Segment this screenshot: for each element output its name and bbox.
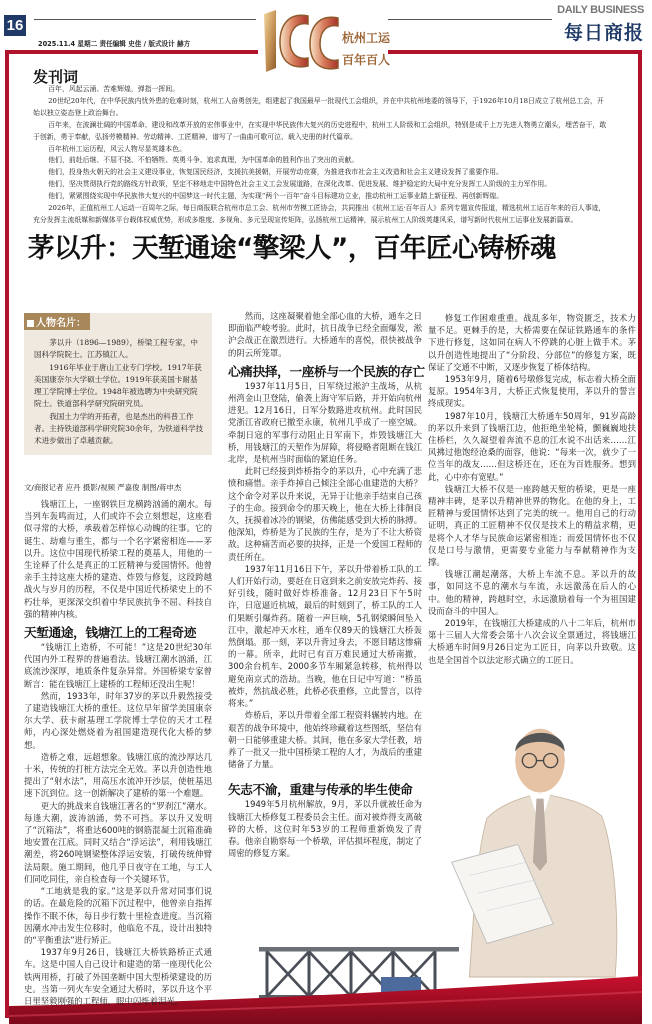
foreword-paragraph: 他们，投身热火朝天的社会主义建设事业，恢复国民经济，支援抗美援朝，开展劳动竞赛，为推进我市社会主义改造和社会主义建设发挥了重要作用。 [48, 168, 503, 177]
dateline: 2025.11.4 星期二 责任编辑 史佳 / 版式设计 赫方 [38, 40, 191, 48]
article-paragraph: 1937年11月16日下午，茅以升带着桥工队的工人们开始行动，要赶在日寇到来之前安放完炸药、接好引线，随时做好炸桥准备。12月23日下午5时许，日寇逼近杭城，最后的时刻到了，桥工队的工人们果断引爆炸药。随着一声巨响，5孔钢梁瞬间坠入江中，激起冲天水柱，通车仅89天的钱塘江大桥轰然倒塌。那一刻，茅以升背过身去，不愿目睹这惨痛的一幕。所幸，此时已有百万难民通过大桥南撤，300余台机车、2000多节车厢紧急转移，杭州得以避免南京式的浩劫。当晚，他在日记中写道：“桥虽被炸，然抗战必胜，此桥必获重修，立此誓言，以待将来。” [228, 563, 422, 709]
article-paragraph: 然而，这座凝聚着他全部心血的大桥，通车之日即面临严峻考验。此时，抗日战争已经全面爆发，淞沪会战正在激烈进行。大桥通车的喜悦，很快被战争的阴云所笼罩。 [228, 311, 422, 358]
page-number: 16 [4, 15, 26, 36]
foreword-title: 发刊词 [33, 68, 79, 86]
profile-card-label-text: 人物名片： [36, 318, 86, 329]
article-paragraph: 1937年9月26日，钱塘江大桥铁路桥正式通车。这是中国人自己设计和建造的第一座现代化公铁两用桥，打破了外国垄断中国大型桥梁建设的历史。当第一列火车安全通过大桥时，茅以升这个平日里坚毅刚强的工程师，眼中闪烁着泪光。 [24, 947, 212, 1006]
profile-card [24, 313, 212, 455]
article-column-3 [428, 312, 636, 666]
foreword-paragraph: 20世纪20年代，在中华民族内忧外患的危难时刻，杭州工人奋勇创先，组建起了我国最早一批现代工会组织，并在中共杭州地委的领导下，于1926年10月18日成立了杭州总工会，开始以独立姿态登上政治舞台。 [33, 96, 604, 117]
series-logo [258, 2, 391, 76]
article-paragraph: “钱塘江上造桥，不可能！”这是20世纪30年代国内外工程界的普遍看法。钱塘江潮水汹涌，江底流沙深厚，地质条件复杂异常。外国桥梁专家曾断言：能在钱塘江上建桥的工程师还没出生呢！ [24, 642, 212, 689]
byline: 文/商报记者 应丹 摄影/视频 严嘉俊 制图/蒋申杰 [24, 483, 182, 492]
headline: 茅以升：天堑通途“擎梁人”，百年匠心铸桥魂 [28, 233, 556, 264]
article-paragraph: “工地就是我的家。”这是茅以升常对同事们说的话。在最危险的沉箱下沉过程中，他曾亲自指挥操作不眠不休，每日步行数十里检查进度。当沉箱因潮水冲击发生位移时，他临危不乱，设计出独特的“平衡重法”进行矫正。 [24, 886, 212, 945]
section-heading: 矢志不渝，重建与传承的毕生使命 [228, 782, 413, 798]
article-paragraph: 炸桥后，茅以升带着全部工程资料辗转内地。在艰苦的战争环境中，他始终珍藏着这些图纸，坚信有朝一日能够重建大桥。其间，他在多家大学任教，培养了一批又一批中国桥梁工程的人才，为战后的重建储备了力量。 [228, 710, 422, 770]
foreword-paragraph: 百年杭州工运历程，风云人物尽显英雄本色。 [48, 144, 186, 153]
article-paragraph: 2019年，在钱塘江大桥建成的八十二年后，杭州市第十三届人大常委会第十八次会议全票通过，将钱塘江大桥通车时间9月26日定为工匠日，向茅以升致敬。这也是全国首个以法定形式确立的工匠日。 [428, 618, 636, 665]
foreword-paragraph: 2026年，正值杭州工人运动一百周年之际，每日商报联合杭州市总工会、杭州市劳模工匠协会，共同推出《杭州工运·百年百人》系列专题宣传报道，精选杭州工运百年来的百人事迹，充分发挥主流纸媒和新媒体平台载体权威优势，形成多维度、多视角、多元呈现宣传矩阵，弘扬杭州工运精神，展示杭州工人阶级英雄风采，谱写新时代杭州工运事业发展新篇章。 [33, 204, 606, 224]
article-paragraph: 此时已经接到炸桥指令的茅以升，心中充满了悲愤和痛惜。亲手炸掉自己倾注全部心血建造的大桥？这个命令对茅以升来说，无异于让他亲手结束自己孩子的生命。接到命令的那天晚上，他在大桥上徘徊良久，抚摸着冰冷的钢梁，仿佛能感受到大桥的脉搏。他深知，炸桥是为了民族的生存，是为了不让大桥资敌。这种痛苦而必要的抉择，正是一个爱国工程师的责任所在。 [228, 466, 422, 562]
foreword-paragraph: 百年，风起云涌、苦难辉煌，弹指一挥间。 [48, 85, 180, 93]
foreword-body [33, 84, 608, 227]
paper-name-en: DAILY BUSINESS [557, 4, 644, 16]
logo-line1: 杭州工运 [342, 31, 391, 45]
article-paragraph: 钱塘江潮起潮落，大桥上车流不息。茅以升的故事，如同这不息的潮水与车流，永远激荡在后人的心中。他的精神，跨越时空，永远激励着每一个为祖国建设而奋斗的中国人。 [428, 569, 636, 616]
article-paragraph: 1949年5月杭州解放，9月，茅以升就被任命为钱塘江大桥修复工程委员会主任。面对被炸得支离破碎的大桥，这位时年53岁的工程师重新焕发了青春。他亲自勘察每一个桥墩，评估损坏程度，制定了周密的修复方案。 [228, 799, 422, 859]
article-paragraph: 钱塘江上，一座钢铁巨龙横跨汹涌的潮水。每当列车轰鸣而过，人们或许不会立刻想起，这座看似寻常的大桥，承载着怎样惊心动魄的往事。它的诞生、劫难与重生，都与一个名字紧密相连——茅以升。这位中国现代桥梁工程的奠基人，用他的一生诠释了什么是真正的工匠精神与爱国情怀。他曾亲手主持这座大桥的建造、炸毁与修复，这段跨越战火与岁月的历程，不仅是中国近代桥梁史上的不朽壮举，更深深交织着中华民族抗争不屈、科技自强的精神内核。 [24, 499, 212, 619]
profile-paragraph: 我国土力学的开拓者，也是杰出的科普工作者。主持铁道部科学研究院30余年，为铁道科学技术进步做出了卓越贡献。 [34, 411, 204, 446]
logo-digit-1 [264, 10, 276, 72]
square-icon [27, 320, 34, 327]
article-paragraph: 1953年9月，随着6号墩修复完成，标志着大桥全面复原。1954年3月，大桥正式恢复使用，茅以升的誓言终成现实。 [428, 374, 636, 409]
profile-paragraph: 1916年毕业于唐山工业专门学校。1917年获美国康奈尔大学硕士学位。1919年获美国卡耐基理工学院博士学位。1948年被选聘为中央研究院院士。铁道部科学研究院研究员。 [34, 362, 202, 409]
profile-paragraph: 茅以升（1896—1989），桥梁工程专家，中国科学院院士。江苏镇江人。 [34, 338, 198, 360]
article-paragraph: 1937年11月5日，日军绕过淞沪主战场，从杭州湾金山卫登陆，偷袭上海守军后路，并开始向杭州进犯。12月16日，日军分数路进攻杭州。此时国民党浙江省政府已撤至永康，杭州几乎成了一座空城。牵制日寇的军事行动阻止日军南下，炸毁钱塘江大桥，用钱塘江的天堑作为屏障，将侵略者阻断在钱江北岸，是杭州当时面临的紧迫任务。 [228, 380, 422, 465]
article-column-1 [24, 498, 212, 1006]
foreword-paragraph: 他们，坚决贯彻执行党的路线方针政策，坚定不移地走中国特色社会主义工会发展道路，在深化改革、促进发展、维护稳定的大局中充分发挥工人阶级的主力军作用。 [48, 180, 552, 189]
article-paragraph: 造桥之难，远超想象。钱塘江底的流沙厚达几十米，传统的打桩方法完全无效。茅以升创造性地提出了“射水法”，用高压水流冲开沙层，使桩基迅速下沉到位。这一创新解决了建桥的第一个难题。 [24, 751, 212, 799]
article-paragraph: 钱塘江大桥不仅是一座跨越天堑的桥梁，更是一座精神丰碑，是茅以升精神世界的物化。在他的身上，工匠精神与爱国情怀达到了完美的统一。他用自己的行动证明，真正的工匠精神不仅仅是技术上的精益求精，更是将个人才华与民族命运紧密相连；而爱国情怀也不仅仅是口号与激情，更需要专业能力与奉献精神作为支撑。 [428, 483, 636, 568]
portrait-illustration [440, 712, 640, 977]
article-paragraph: 然而，1933年，时年37岁的茅以升毅然接受了建造钱塘江大桥的重任。这位早年留学美国康奈尔大学、获卡耐基理工学院博士学位的天才工程师，内心深处燃烧着为祖国建造现代化大桥的梦想。 [24, 690, 212, 750]
article-paragraph: 1987年10月，钱塘江大桥通车50周年，91岁高龄的茅以升来到了钱塘江边，他拒绝坐轮椅，颤巍巍地扶住桥栏，久久凝望着奔流不息的江水说不出话来……江风拂过他饱经沧桑的面容，他说：“每来一次，就少了一位当年的战友……但这桥还在，还在为百姓服务。想到此，心中亦有宽慰。” [428, 410, 636, 482]
article-paragraph: 修复工作困难重重。战乱多年，物资匮乏，技术力量不足。更棘手的是，大桥需要在保证铁路通车的条件下进行修复，这如同在病人不停跳的心脏上做手术。茅以升创造性地提出了“分阶段、分部位”的修复方案，既保证了交通不中断，又逐步恢复了桥体结构。 [428, 313, 636, 372]
foreword-paragraph: 他们，紧紧围绕实现中华民族伟大复兴的中国梦这一时代主题，为实现“两个一百年”奋斗目标建功立业，推动杭州工运事业踏上新征程、再创新辉煌。 [48, 192, 504, 201]
profile-card-label [24, 313, 90, 330]
foreword-paragraph: 百年来，在波澜壮阔的中国革命、建设和改革开放的宏伟事业中，在实现中华民族伟大复兴的历史进程中，杭州工人阶级和工会组织，特别是成千上万先进人物勇立潮头，埋苦奋干，敢于创新，勇于奉献，弘扬劳模精神、劳动精神、工匠精神，谱写了一曲曲可歌可泣、载入史册的时代篇章。 [33, 120, 607, 141]
paper-name-cn: 每日商报 [563, 22, 644, 44]
header-rule-left [34, 19, 256, 20]
header-rule-right [382, 19, 552, 20]
logo-line2: 百年百人 [342, 53, 391, 67]
section-heading: 心痛抉择，一座桥与一个民族的存亡 [228, 363, 425, 379]
section-heading: 天堑通途，钱塘江上的工程奇迹 [24, 625, 197, 641]
article-column-2 [228, 310, 425, 859]
profile-card-text [34, 337, 204, 448]
article-paragraph: 更大的挑战来自钱塘江著名的“罗刹江”潮水。每逢大潮，波涛汹涌，势不可挡。茅以升又发明了“沉箱法”，将重达600吨的钢筋混凝土沉箱准确地安置在江底。同时又结合“浮运法”，利用钱塘江潮差，将260吨钢梁整体浮运安装，打破传统伸臂法局限。施工期间，他几乎日夜守在工地，与工人们同吃同住，亲自检查每一个关键环节。 [24, 800, 212, 884]
foreword-paragraph: 他们，前赴后继、不屈不挠、不怕牺牲、英勇斗争、追求真理，为中国革命的胜利作出了突出的贡献。 [48, 156, 359, 165]
